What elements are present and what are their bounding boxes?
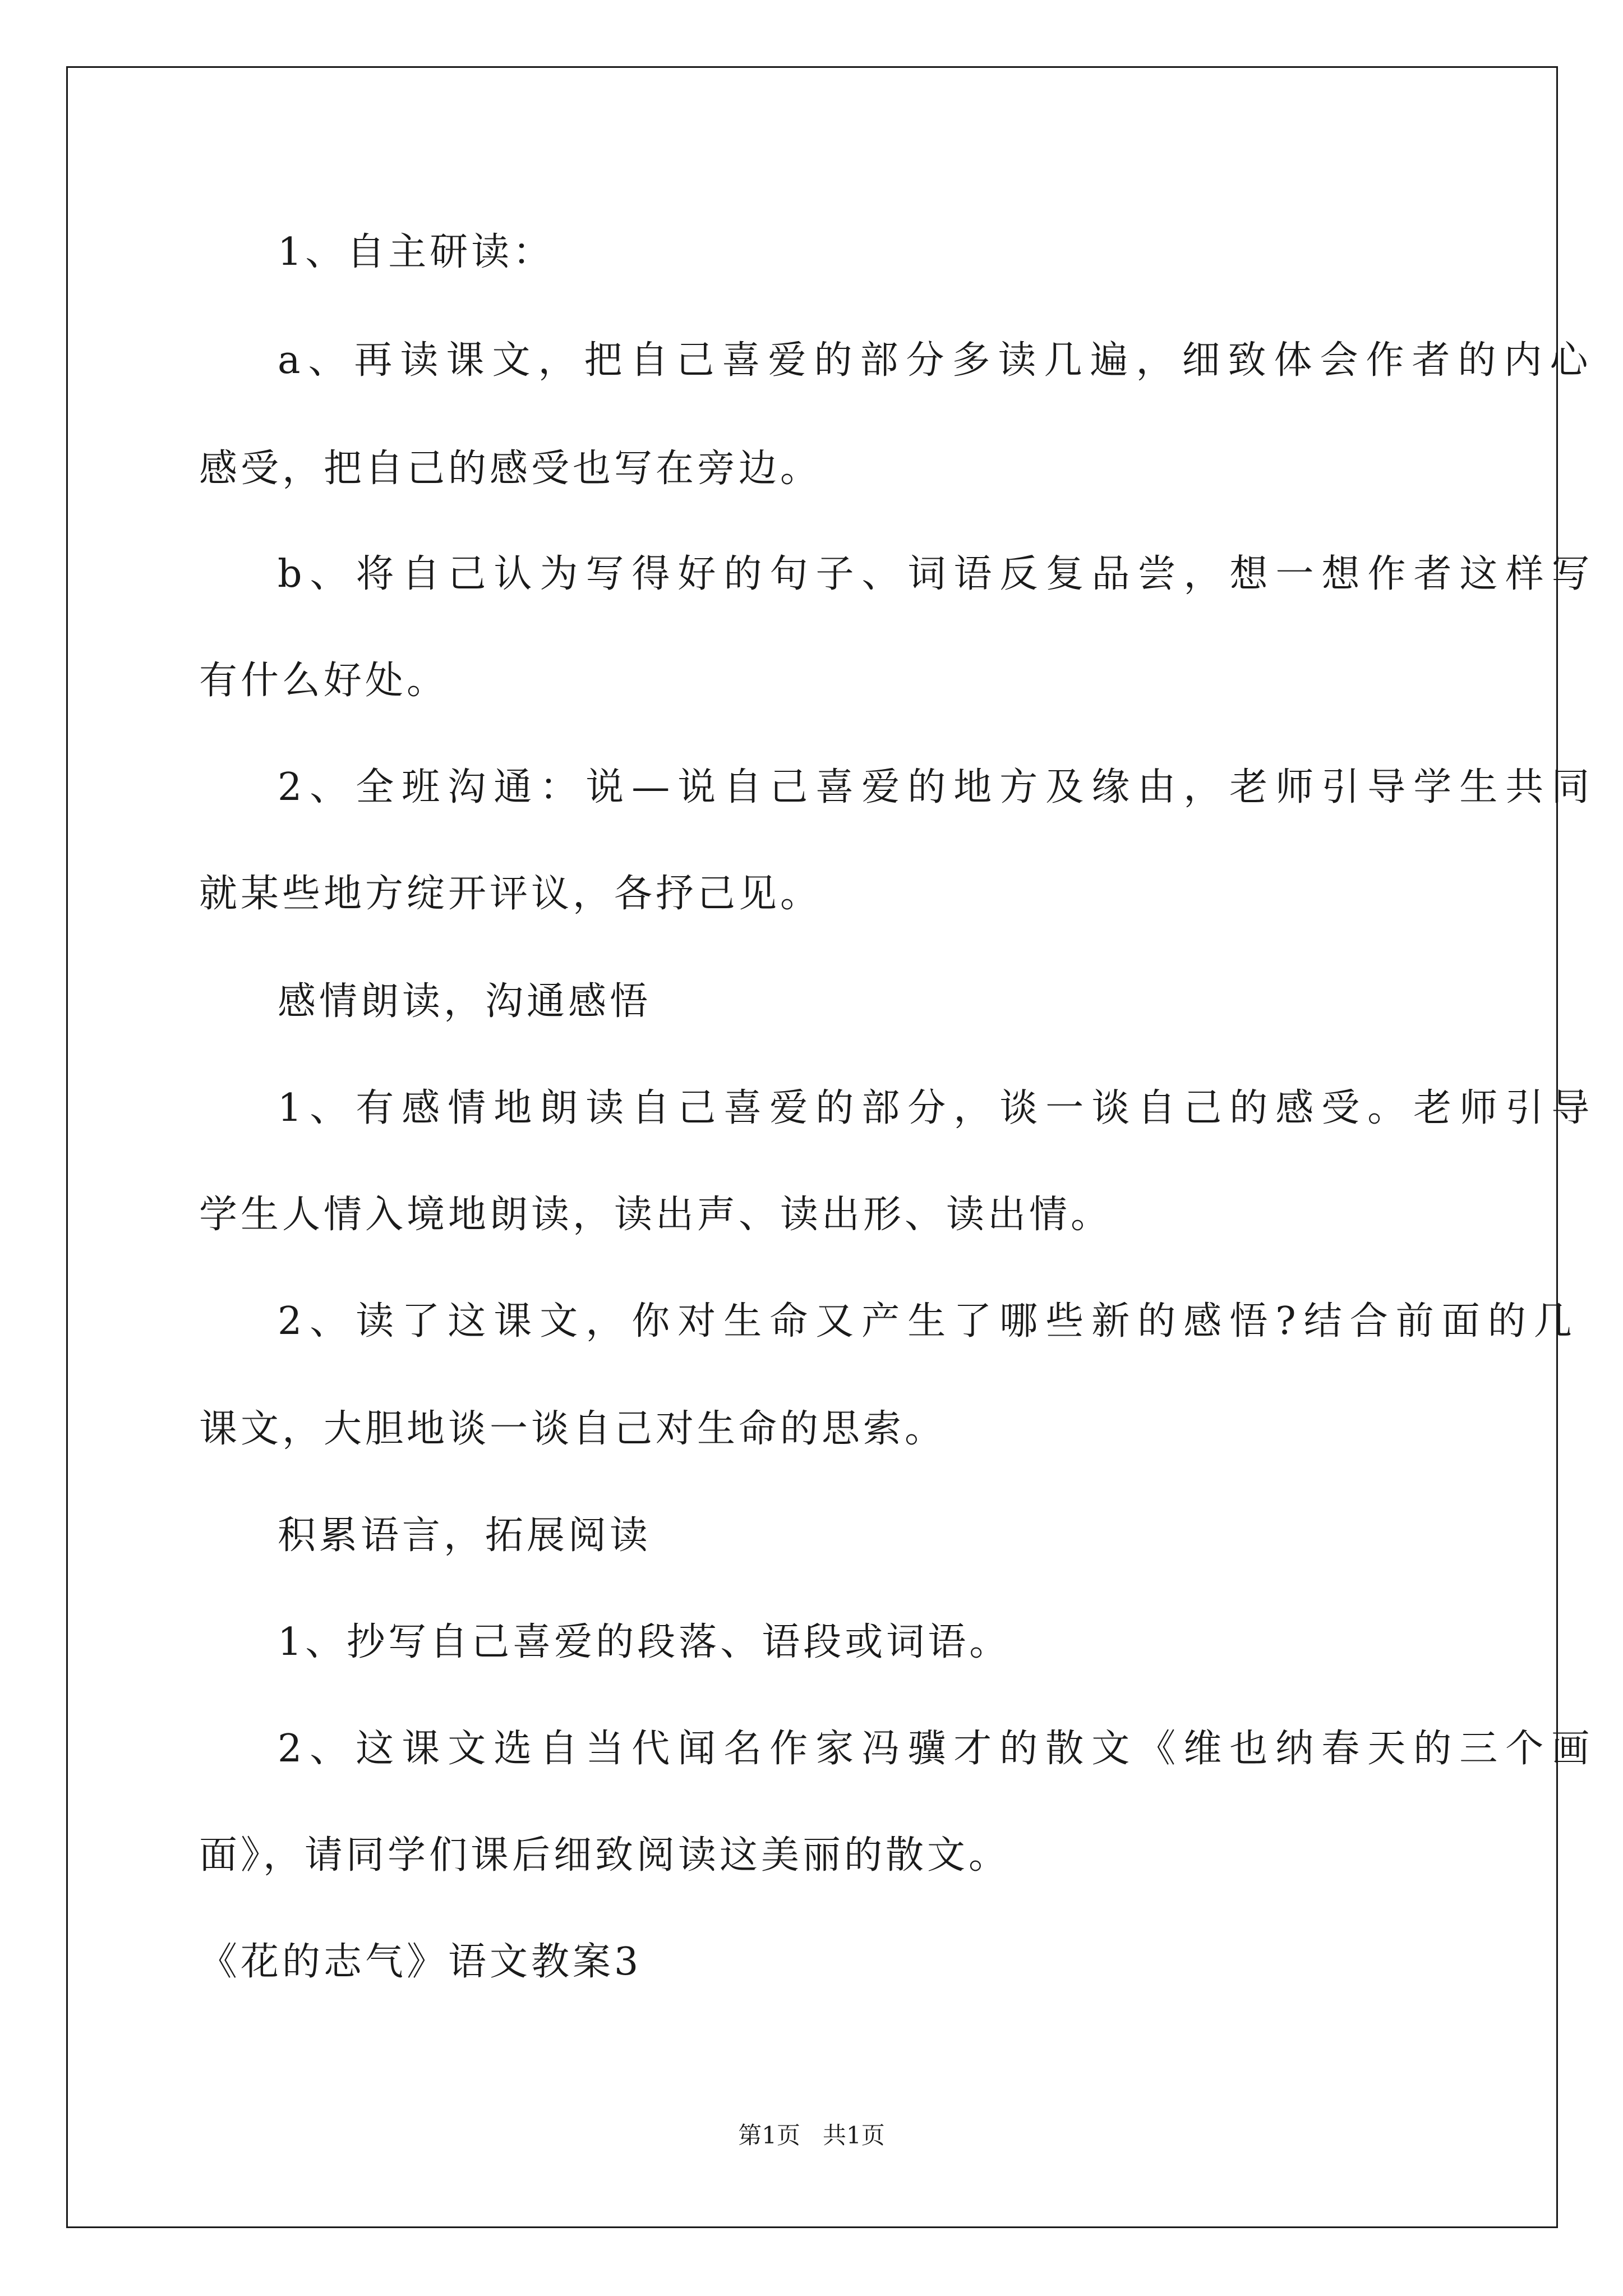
- paragraph-line: 2、这课文选自当代闻名作家冯骥才的散文《维也纳春天的三个画: [278, 1727, 1598, 1771]
- page-border: [66, 66, 1558, 2228]
- paragraph-line: 1、自主研读：: [278, 230, 555, 274]
- paragraph-line: 就某些地方绽开评议，各抒己见。: [199, 872, 822, 916]
- paragraph-line: 课文，大胆地谈一谈自己对生命的思索。: [199, 1407, 947, 1451]
- section-heading: 积累语言，拓展阅读: [278, 1513, 652, 1558]
- paragraph-line: 面》，请同学们课后细致阅读这美丽的散文。: [199, 1833, 1011, 1878]
- paragraph-line: 感受，把自己的感受也写在旁边。: [199, 447, 822, 491]
- paragraph-line: 2、全班沟通：说—说自己喜爱的地方及缘由，老师引导学生共同: [278, 765, 1598, 809]
- paragraph-line: 1、抄写自己喜爱的段落、语段或词语。: [278, 1620, 1011, 1664]
- paragraph-line: 学生人情入境地朗读，读出声、读出形、读出情。: [199, 1193, 1113, 1237]
- section-heading: 感情朗读，沟通感悟: [278, 979, 652, 1024]
- page-number-footer: 第1页 共1页: [738, 2122, 885, 2149]
- paragraph-line: 有什么好处。: [199, 659, 449, 703]
- paragraph-line: 2、读了这课文，你对生命又产生了哪些新的感悟?结合前面的几: [278, 1299, 1580, 1343]
- paragraph-line: b、将自己认为写得好的句子、词语反复品尝，想一想作者这样写: [278, 552, 1598, 596]
- document-title: 《花的志气》语文教案3: [199, 1940, 642, 1984]
- paragraph-line: 1、有感情地朗读自己喜爱的部分，谈一谈自己的感受。老师引导: [278, 1086, 1598, 1130]
- paragraph-line: a、再读课文，把自己喜爱的部分多读几遍，细致体会作者的内心: [278, 338, 1596, 383]
